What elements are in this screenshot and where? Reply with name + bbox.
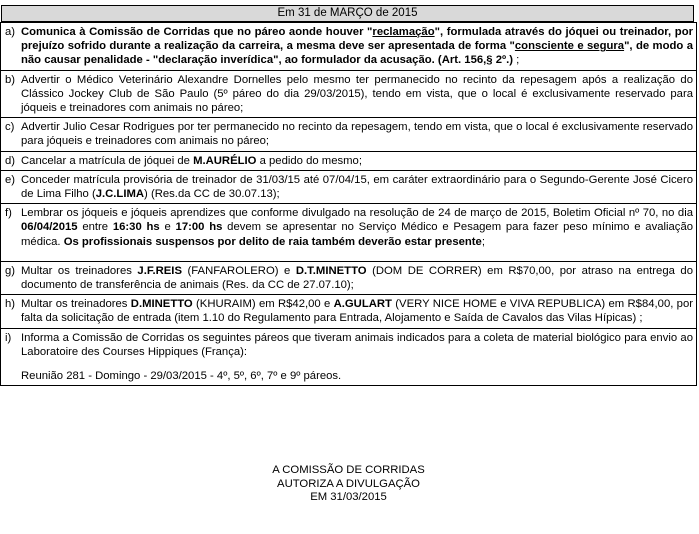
item-letter: a) (5, 26, 16, 38)
text-run: ", de modo a não causar penalidade - "declaração inverídica", ao formulador da acusação. (Art. 156,§ 2º.) (21, 40, 694, 67)
item-text (21, 25, 693, 68)
text-run: ; (513, 54, 520, 67)
text-run: Multar os treinadores (21, 298, 131, 311)
item-a (1, 22, 696, 70)
item-letter: f) (5, 207, 12, 220)
footer-line: AUTORIZA A DIVULGAÇÃO (277, 477, 420, 490)
date-header: Em 31 de MARÇO de 2015 (1, 5, 694, 22)
text-run-bold: A.GULART (333, 298, 392, 311)
item-letter: i) (5, 331, 12, 344)
item-c (1, 117, 696, 150)
text-run: ", formulada através do jóquei ou treinador, por prejuízo sofrido durante a realização da carreira, a mesma deve ser apresentada de forma " (21, 26, 693, 53)
text-run-bold: 06/04/2015 (21, 221, 78, 234)
footer-line: EM 31/03/2015 (310, 491, 387, 503)
text-run: Cancelar a matrícula de jóquei de (21, 154, 194, 167)
text-run-underlined: consciente e segura (514, 40, 625, 53)
reuniao-line: Reunião 281 - Domingo - 29/03/2015 - 4º, 5º, 6º, 7º e 9º páreos. (21, 370, 342, 383)
text-run: (KHURAIM) em R$42,00 e (192, 298, 334, 311)
item-text (21, 331, 693, 384)
text-run-bold: J.C.LIMA (95, 188, 145, 201)
text-run-bold: J.F.REIS (137, 264, 182, 277)
text-run: a pedido do mesmo; (256, 154, 362, 167)
item-text: Advertir o Médico Veterinário Alexandre Dornelles pelo mesmo ter permanecido no recinto da repesagem após a realização do Clássico Jockey Club de São Paulo (5º páreo do dia 29/03/2015), tendo em vista, que o local é exclusivamente reservado para jóqueis e treinadores com animais no páreo; (21, 73, 693, 115)
item-text (21, 154, 693, 168)
item-text (21, 173, 693, 201)
footer-line: A COMISSÃO DE CORRIDAS (272, 464, 425, 476)
item-f (1, 203, 696, 261)
item-letter: b) (5, 73, 16, 86)
text-run: devem se apresentar no Serviço Médico e Pesagem para fazer peso mínimo e avaliação médica. (21, 221, 694, 248)
text-run-bold: D.MINETTO (130, 298, 193, 311)
text-run: ) (Res.da CC de 30.07.13); (144, 188, 280, 201)
resolutions-list (0, 22, 697, 386)
text-run: (DOM DE CORRER) em R$70,00, por atraso na entrega do documento de transferência de animais (Res. da CC de 27.07.10); (21, 264, 693, 292)
text-run-underlined: reclamação (372, 26, 435, 38)
text-run: Conceder matrícula provisória de treinador de 31/03/15 até 07/04/15, em caráter extraordinário para o Segundo-Gerente José Cicero de Lima Filho ( (21, 173, 693, 201)
text-run: (FANFAROLERO) e (181, 264, 296, 277)
item-b (1, 70, 696, 118)
text-run-bold: M.AURÉLIO (193, 154, 257, 167)
text-run: Lembrar os jóqueis e jóqueis aprendizes que conforme divulgado na resolução de 24 de março de 2015, Boletim Oficial nº 70, no dia (21, 207, 693, 220)
item-text (21, 264, 693, 292)
text-run: Comunica à Comissão de Corridas que no páreo aonde houver " (21, 26, 373, 38)
spacer (21, 249, 693, 259)
text-run: Multar os treinadores (21, 264, 138, 277)
item-letter: e) (5, 173, 16, 186)
text-run: e (159, 221, 176, 234)
item-letter: g) (5, 264, 16, 277)
text-run: Informa a Comissão de Corridas os seguintes páreos que tiveram animais indicados para a coleta de material biológico para envio ao Laboratoire des Courses Hippiques (França): (21, 331, 693, 358)
item-e (1, 170, 696, 203)
text-run-bold: 16:30 hs (112, 221, 160, 234)
footer-signature (0, 464, 697, 505)
item-letter: d) (5, 154, 16, 167)
text-run: entre (77, 221, 113, 234)
item-text (21, 297, 693, 325)
text-run-bold: D.T.MINETTO (295, 264, 367, 277)
item-text: Advertir Julio Cesar Rodrigues por ter permanecido no recinto da repesagem, tendo em vista, que o local é exclusivamente reservado para jóqueis e treinadores com animais no páreo; (21, 121, 693, 148)
item-letter: h) (5, 298, 16, 311)
text-run-bold: Os profissionais suspensos por delito de raia também deverão estar presente (63, 235, 482, 248)
item-h (1, 294, 696, 327)
text-run: (VERY NICE HOME e VIVA REPUBLICA) em R$84,00, por falta da solicitação de entrada (item 1.10 do Regulamento para Entrada, Alojamento e Saída de Cavalos das Vilas Hípicas) ; (21, 298, 694, 325)
item-g (1, 261, 696, 294)
item-d (1, 151, 696, 170)
item-i (1, 328, 696, 386)
item-text (21, 206, 693, 259)
item-letter: c) (5, 121, 15, 134)
text-run-bold: 17:00 hs (175, 221, 223, 234)
text-run: ; (481, 235, 485, 248)
